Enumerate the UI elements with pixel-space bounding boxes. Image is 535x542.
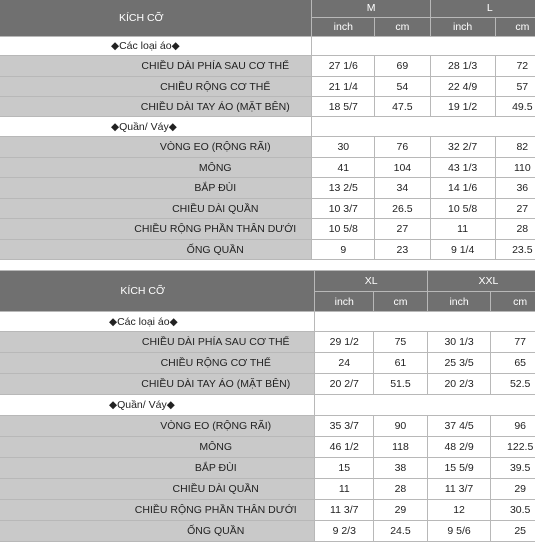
xl-cm-value: 51.5 xyxy=(374,374,428,395)
l-inch-value: 32 2/7 xyxy=(430,137,495,158)
row-label: BẮP ĐÙI xyxy=(0,458,315,479)
row-label: VÒNG EO (RỘNG RÃI) xyxy=(0,137,312,158)
xl-inch-value: 11 3/7 xyxy=(315,500,374,521)
unit-inch-header: inch xyxy=(427,292,491,312)
row-label: CHIỀU DÀI QUẦN xyxy=(0,479,315,500)
l-cm-value: 57 xyxy=(495,77,535,97)
xl-cm-value: 28 xyxy=(374,479,428,500)
unit-cm-header: cm xyxy=(374,292,428,312)
row-label: CHIỀU DÀI PHÍA SAU CƠ THỂ xyxy=(0,56,312,77)
section-bottoms-label: ◆Quần/ Váy◆ xyxy=(0,395,315,416)
section-blank xyxy=(315,312,535,332)
m-cm-value: 54 xyxy=(375,77,431,97)
l-cm-value: 110 xyxy=(495,158,535,178)
xl-cm-value: 24.5 xyxy=(374,521,428,542)
l-inch-value: 28 1/3 xyxy=(430,56,495,77)
xxl-inch-value: 25 3/5 xyxy=(427,353,491,374)
xxl-cm-value: 30.5 xyxy=(491,500,535,521)
m-cm-value: 47.5 xyxy=(375,97,431,117)
xxl-cm-value: 65 xyxy=(491,353,535,374)
xxl-cm-value: 96 xyxy=(491,416,535,437)
row-label: CHIỀU RỘNG PHẦN THÂN DƯỚI xyxy=(0,219,312,240)
xxl-cm-value: 25 xyxy=(491,521,535,542)
m-inch-value: 18 5/7 xyxy=(312,97,375,117)
size-header-label: KÍCH CỠ xyxy=(0,0,312,37)
section-bottoms-label: ◆Quần/ Váy◆ xyxy=(0,117,312,137)
xl-inch-value: 24 xyxy=(315,353,374,374)
unit-inch-header: inch xyxy=(315,292,374,312)
l-cm-value: 27 xyxy=(495,199,535,219)
l-cm-value: 49.5 xyxy=(495,97,535,117)
row-label: CHIỀU RỘNG CƠ THỂ xyxy=(0,77,312,97)
xxl-cm-value: 77 xyxy=(491,332,535,353)
l-inch-value: 9 1/4 xyxy=(430,240,495,260)
unit-inch-header: inch xyxy=(430,18,495,37)
xxl-inch-value: 11 3/7 xyxy=(427,479,491,500)
size-xxl-header: XXL xyxy=(427,271,535,292)
m-inch-value: 27 1/6 xyxy=(312,56,375,77)
m-inch-value: 9 xyxy=(312,240,375,260)
row-label: MÔNG xyxy=(0,437,315,458)
xl-cm-value: 61 xyxy=(374,353,428,374)
unit-cm-header: cm xyxy=(375,18,431,37)
unit-inch-header: inch xyxy=(312,18,375,37)
m-cm-value: 76 xyxy=(375,137,431,158)
row-label: MÔNG xyxy=(0,158,312,178)
xxl-inch-value: 20 2/3 xyxy=(427,374,491,395)
row-label: BẮP ĐÙI xyxy=(0,178,312,199)
row-label: CHIỀU RỘNG PHẦN THÂN DƯỚI xyxy=(0,500,315,521)
xxl-cm-value: 52.5 xyxy=(491,374,535,395)
xxl-inch-value: 12 xyxy=(427,500,491,521)
l-cm-value: 82 xyxy=(495,137,535,158)
xl-inch-value: 46 1/2 xyxy=(315,437,374,458)
section-blank xyxy=(312,117,535,137)
m-inch-value: 10 5/8 xyxy=(312,219,375,240)
xl-inch-value: 29 1/2 xyxy=(315,332,374,353)
xl-cm-value: 90 xyxy=(374,416,428,437)
l-inch-value: 19 1/2 xyxy=(430,97,495,117)
l-inch-value: 11 xyxy=(430,219,495,240)
l-inch-value: 10 5/8 xyxy=(430,199,495,219)
xxl-inch-value: 48 2/9 xyxy=(427,437,491,458)
size-l-header: L xyxy=(430,0,535,18)
xl-inch-value: 35 3/7 xyxy=(315,416,374,437)
xl-inch-value: 11 xyxy=(315,479,374,500)
m-inch-value: 10 3/7 xyxy=(312,199,375,219)
row-label: CHIỀU DÀI TAY ÁO (MẶT BÊN) xyxy=(0,374,315,395)
l-inch-value: 22 4/9 xyxy=(430,77,495,97)
xl-cm-value: 75 xyxy=(374,332,428,353)
xxl-inch-value: 30 1/3 xyxy=(427,332,491,353)
xxl-cm-value: 122.5 xyxy=(491,437,535,458)
section-blank xyxy=(315,395,535,416)
m-inch-value: 30 xyxy=(312,137,375,158)
size-header-label: KÍCH CỠ xyxy=(0,271,315,312)
l-cm-value: 23.5 xyxy=(495,240,535,260)
m-inch-value: 41 xyxy=(312,158,375,178)
xxl-cm-value: 29 xyxy=(491,479,535,500)
xxl-inch-value: 15 5/9 xyxy=(427,458,491,479)
table-gap xyxy=(0,262,535,270)
row-label: CHIỀU RỘNG CƠ THỂ xyxy=(0,353,315,374)
m-cm-value: 26.5 xyxy=(375,199,431,219)
l-cm-value: 72 xyxy=(495,56,535,77)
m-inch-value: 21 1/4 xyxy=(312,77,375,97)
xxl-inch-value: 37 4/5 xyxy=(427,416,491,437)
m-cm-value: 23 xyxy=(375,240,431,260)
row-label: ỐNG QUẦN xyxy=(0,521,315,542)
unit-cm-header: cm xyxy=(495,18,535,37)
xl-inch-value: 15 xyxy=(315,458,374,479)
l-cm-value: 36 xyxy=(495,178,535,199)
section-tops-label: ◆Các loại áo◆ xyxy=(0,37,312,56)
size-m-header: M xyxy=(312,0,430,18)
m-cm-value: 34 xyxy=(375,178,431,199)
xl-cm-value: 118 xyxy=(374,437,428,458)
unit-cm-header: cm xyxy=(491,292,535,312)
l-cm-value: 28 xyxy=(495,219,535,240)
size-table-m-l xyxy=(0,0,535,260)
xl-cm-value: 38 xyxy=(374,458,428,479)
l-inch-value: 43 1/3 xyxy=(430,158,495,178)
row-label: CHIỀU DÀI QUẦN xyxy=(0,199,312,219)
xl-inch-value: 20 2/7 xyxy=(315,374,374,395)
l-inch-value: 14 1/6 xyxy=(430,178,495,199)
xxl-cm-value: 39.5 xyxy=(491,458,535,479)
m-inch-value: 13 2/5 xyxy=(312,178,375,199)
row-label: ỐNG QUẦN xyxy=(0,240,312,260)
xxl-inch-value: 9 5/6 xyxy=(427,521,491,542)
m-cm-value: 69 xyxy=(375,56,431,77)
m-cm-value: 104 xyxy=(375,158,431,178)
xl-cm-value: 29 xyxy=(374,500,428,521)
xl-inch-value: 9 2/3 xyxy=(315,521,374,542)
section-blank xyxy=(312,37,535,56)
size-table-xl-xxl xyxy=(0,270,535,542)
size-xl-header: XL xyxy=(315,271,427,292)
m-cm-value: 27 xyxy=(375,219,431,240)
row-label: VÒNG EO (RỘNG RÃI) xyxy=(0,416,315,437)
section-tops-label: ◆Các loại áo◆ xyxy=(0,312,315,332)
row-label: CHIỀU DÀI TAY ÁO (MẶT BÊN) xyxy=(0,97,312,117)
row-label: CHIỀU DÀI PHÍA SAU CƠ THỂ xyxy=(0,332,315,353)
